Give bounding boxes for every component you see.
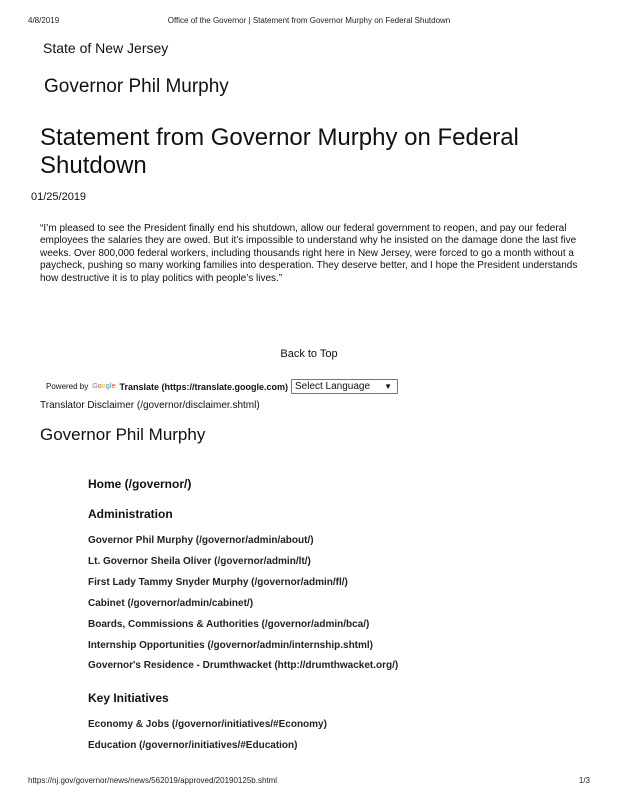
nav-economy-link[interactable]: Economy & Jobs (/governor/initiatives/#Economy) <box>88 719 327 730</box>
nav-cabinet-link[interactable]: Cabinet (/governor/admin/cabinet/) <box>88 598 254 609</box>
back-to-top-link[interactable]: Back to Top <box>280 348 338 360</box>
article-body: “I’m pleased to see the President finally end his shutdown, allow our federal government to reopen, and pay our federal employees the salaries they are owed. But it’s impossible to understand why he insisted on the damage done the last five weeks. Over 800,000 federal workers, including thousands right here in New Jersey, were forced to go a month without a paycheck, pushing so many working families into desperation. They deserve better, and I hope the President understands how destructive it is to play politics with people’s lives.” <box>40 223 578 284</box>
governor-name-link[interactable]: Governor Phil Murphy <box>44 76 229 97</box>
nav-boards-link[interactable]: Boards, Commissions & Authorities (/governor/admin/bca/) <box>88 619 370 630</box>
print-footer-url: https://nj.gov/governor/news/news/562019/approved/20190125b.shtml <box>28 776 278 785</box>
print-page-number: 1/3 <box>578 776 590 785</box>
article-title: Statement from Governor Murphy on Federal Shutdown <box>40 124 519 179</box>
google-logo-letter: o <box>101 383 106 390</box>
state-of-nj-link[interactable]: State of New Jersey <box>43 40 169 56</box>
nav-governor-about-link[interactable]: Governor Phil Murphy (/governor/admin/about/) <box>88 535 314 546</box>
dropdown-arrow-icon: ▼ <box>384 382 392 391</box>
nav-internship-link[interactable]: Internship Opportunities (/governor/admin/internship.shtml) <box>88 640 374 651</box>
nav-first-lady-link[interactable]: First Lady Tammy Snyder Murphy (/governor/admin/fl/) <box>88 577 348 588</box>
article-date: 01/25/2019 <box>31 191 87 203</box>
nav-residence-link[interactable]: Governor's Residence - Drumthwacket (http://drumthwacket.org/) <box>88 660 399 671</box>
google-logo-letter: g <box>105 383 110 390</box>
key-initiatives-heading: Key Initiatives <box>88 691 169 705</box>
powered-by-label: Powered by <box>46 382 89 391</box>
google-logo-letter: l <box>109 383 112 390</box>
google-logo-letter: o <box>97 383 102 390</box>
google-logo-letter: e <box>111 383 116 390</box>
print-page-title: Office of the Governor | Statement from Governor Murphy on Federal Shutdown <box>167 16 451 25</box>
google-logo-letter: G <box>92 383 98 390</box>
google-translate-link[interactable]: Translate (https://translate.google.com) <box>119 381 288 392</box>
footer-governor-title: Governor Phil Murphy <box>40 425 206 444</box>
nav-home-link[interactable]: Home (/governor/) <box>88 477 192 491</box>
nav-lt-governor-link[interactable]: Lt. Governor Sheila Oliver (/governor/admin/lt/) <box>88 556 311 567</box>
language-select[interactable] <box>291 379 398 394</box>
administration-heading: Administration <box>88 507 173 521</box>
translator-disclaimer-link[interactable]: Translator Disclaimer (/governor/disclaimer.shtml) <box>40 400 260 411</box>
translate-widget <box>46 379 398 394</box>
nav-education-link[interactable]: Education (/governor/initiatives/#Education) <box>88 740 298 751</box>
print-date: 4/8/2019 <box>28 16 60 25</box>
google-logo <box>92 383 115 390</box>
language-select-value: Select Language <box>294 381 371 392</box>
